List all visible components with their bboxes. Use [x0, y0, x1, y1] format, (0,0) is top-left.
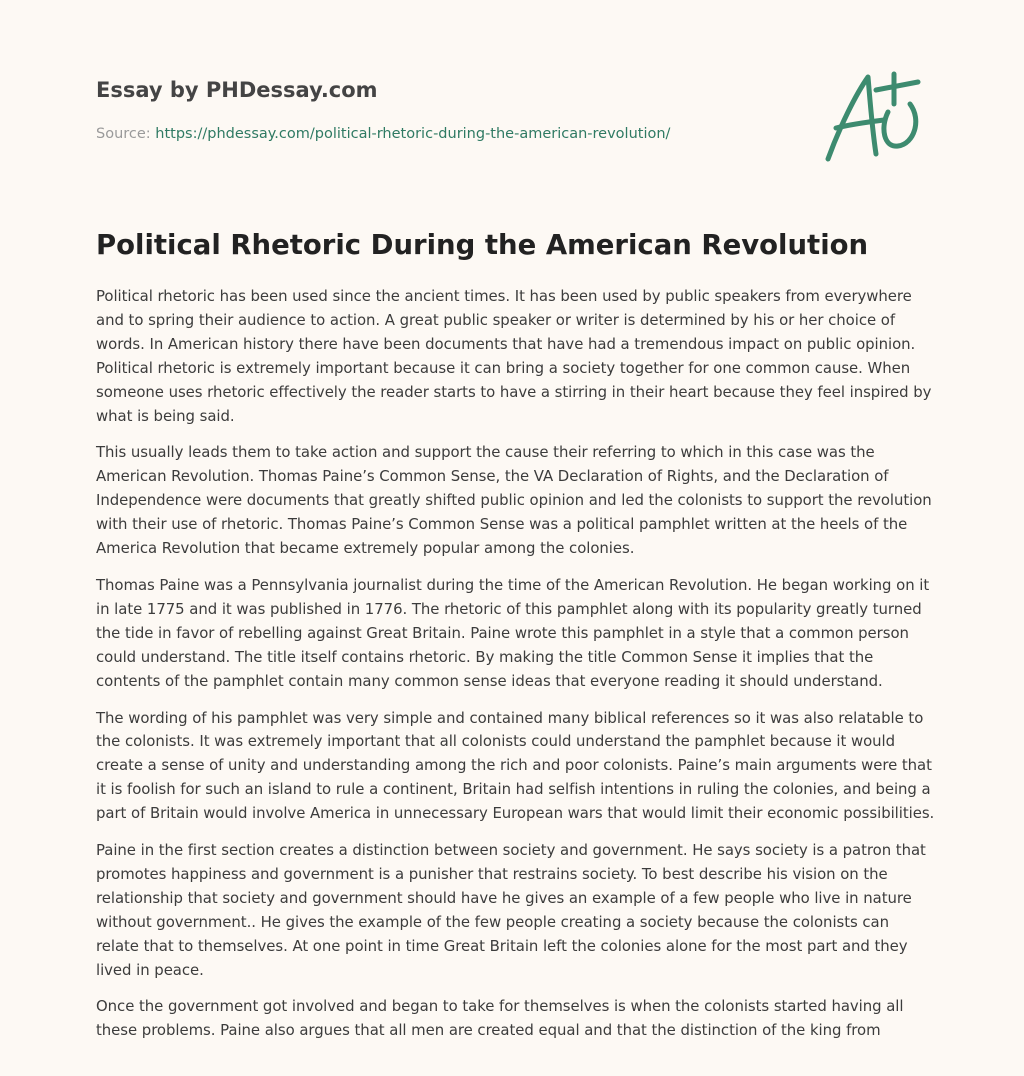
essay-paragraph: Thomas Paine was a Pennsylvania journalist during the time of the American Revolution. He began working on it in late 1775 and it was published in 1776. The rhetoric of this pamphlet along with its popularity greatly turned the tide in favor of rebelling against Great Britain. Paine wrote this pamphlet in a style that a common person could understand. The title itself contains rhetoric. By making the title Common Sense it implies that the contents of the pamphlet contain many common sense ideas that everyone reading it should understand. — [96, 575, 930, 690]
source-label: Source: — [96, 126, 151, 142]
essay-paragraph: Paine in the first section creates a distinction between society and government. He says society is a patron that promotes happiness and government is a punisher that restrains society. To best describe his vision on the relationship that society and government should have he gives an example of a few people who live in nature without government.. He gives the example of the few people creating a society because the colonists can relate that to themselves. At one point in time Great Britain left the colonies alone for the most part and they lived in peace. — [96, 841, 926, 979]
a-plus-grade-icon — [818, 64, 930, 166]
site-name: Essay by PHDessay.com — [96, 78, 378, 102]
page-header — [96, 76, 796, 144]
source-line — [96, 124, 796, 144]
essay-body — [96, 285, 936, 1056]
essay-paragraph: Once the government got involved and began to take for themselves is when the colonists started having all these problems. Paine also argues that all men are created equal and that the distinction of the king from — [96, 997, 904, 1040]
source-link[interactable]: https://phdessay.com/political-rhetoric-during-the-american-revolution/ — [155, 126, 671, 142]
essay-paragraph: Political rhetoric has been used since the ancient times. It has been used by public speakers from everywhere and to spring their audience to action. A great public speaker or writer is determined by his or her choice of words. In American history there have been documents that have had a tremendous impact on public opinion. Political rhetoric is extremely important because it can bring a society together for one common cause. When someone uses rhetoric effectively the reader starts to have a stirring in their heart because they feel inspired by what is being said. — [96, 287, 932, 425]
essay-title: Political Rhetoric During the American Revolution — [96, 229, 869, 261]
essay-paragraph: This usually leads them to take action and support the cause their referring to which in this case was the American Revolution. Thomas Paine’s Common Sense, the VA Declaration of Rights, and the Declaration of Independence were documents that greatly shifted public opinion and led the colonists to support the revolution with their use of rhetoric. Thomas Paine’s Common Sense was a political pamphlet written at the heels of the America Revolution that became extremely popular among the colonies. — [96, 443, 932, 558]
essay-paragraph: The wording of his pamphlet was very simple and contained many biblical references so it was also relatable to the colonists. It was extremely important that all colonists could understand the pamphlet because it would create a sense of unity and understanding among the rich and poor colonists. Paine’s main arguments were that it is foolish for such an island to rule a continent, Britain had selfish intentions in ruling the colonies, and being a part of Britain would involve America in unnecessary European wars that would limit their economic possibilities. — [96, 708, 935, 823]
